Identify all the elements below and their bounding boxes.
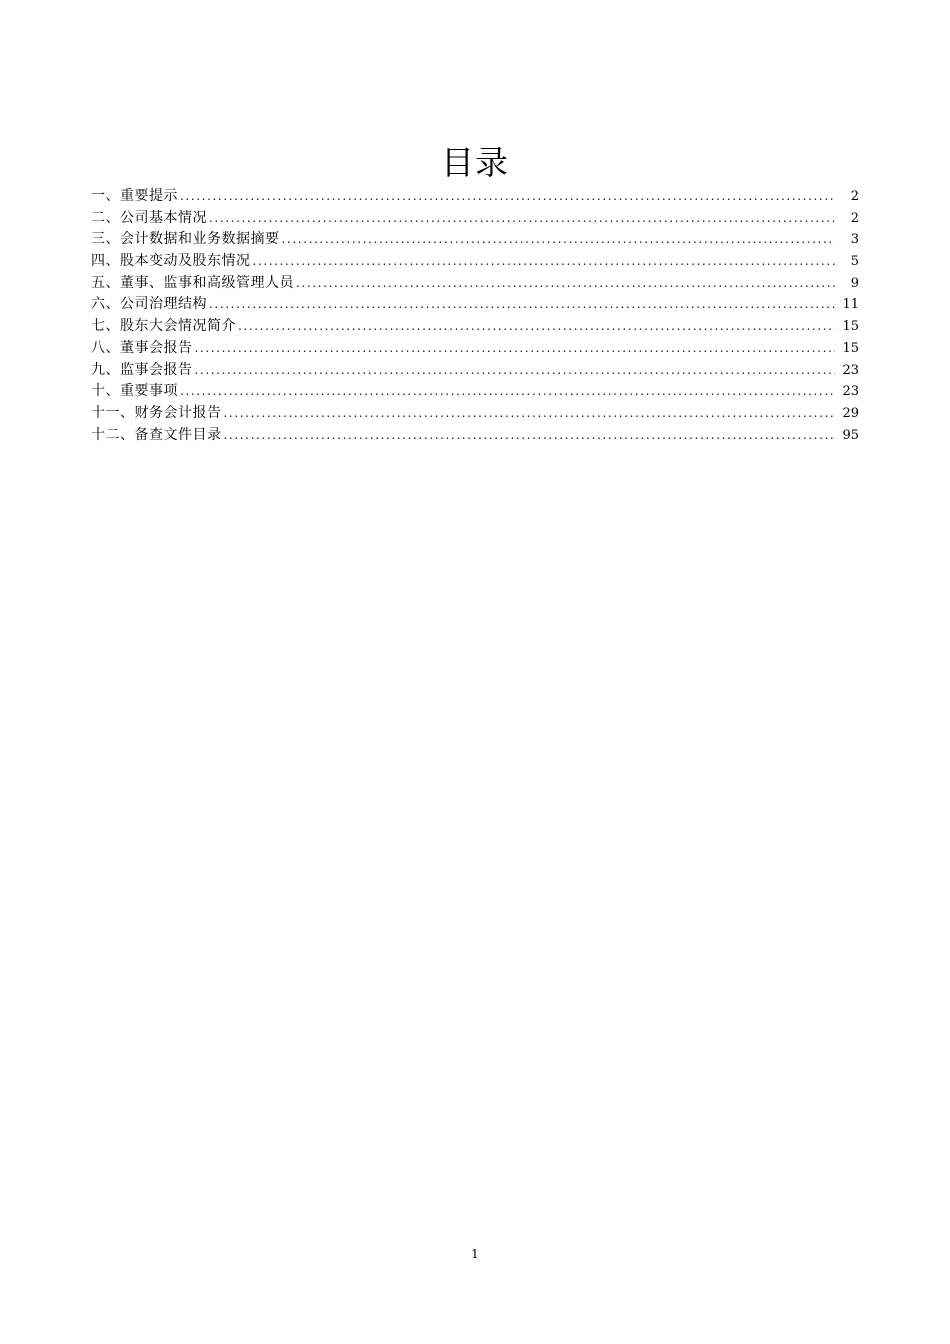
toc-entry-page: 5 <box>850 254 859 270</box>
toc-entry-page: 29 <box>842 405 859 421</box>
toc-dot-leader <box>195 360 836 382</box>
toc-entry[interactable] <box>91 229 859 251</box>
toc-dot-leader <box>253 251 836 273</box>
toc-title: 目录 <box>441 143 509 182</box>
toc-entry-label: 六、公司治理结构 <box>91 296 207 313</box>
toc-entry-label: 四、股本变动及股东情况 <box>91 253 251 270</box>
toc-entry[interactable] <box>91 425 859 447</box>
toc-dot-leader <box>180 186 835 208</box>
table-of-contents <box>91 186 859 446</box>
toc-entry-label: 十二、备查文件目录 <box>91 426 222 443</box>
toc-entry-page: 23 <box>842 384 859 400</box>
toc-dot-leader <box>180 381 835 403</box>
toc-dot-leader <box>238 316 835 338</box>
toc-entry-page: 9 <box>850 275 859 291</box>
toc-entry-label: 七、股东大会情况简介 <box>91 318 236 335</box>
page-number: 1 <box>471 1247 479 1261</box>
toc-entry-label: 十一、财务会计报告 <box>91 404 222 421</box>
toc-entry[interactable] <box>91 294 859 316</box>
toc-entry[interactable] <box>91 251 859 273</box>
toc-entry-label: 九、监事会报告 <box>91 361 193 378</box>
toc-entry-label: 五、董事、监事和高级管理人员 <box>91 274 294 291</box>
toc-dot-leader <box>209 294 835 316</box>
toc-entry[interactable] <box>91 316 859 338</box>
toc-entry-page: 15 <box>842 340 859 356</box>
toc-dot-leader <box>282 229 836 251</box>
toc-dot-leader <box>224 425 836 447</box>
toc-entry-page: 15 <box>842 319 859 335</box>
toc-entry-page: 3 <box>850 232 859 248</box>
toc-entry-label: 一、重要提示 <box>91 188 178 204</box>
toc-entry[interactable] <box>91 360 859 382</box>
toc-dot-leader <box>195 338 836 360</box>
toc-entry-page: 23 <box>842 362 859 378</box>
toc-entry-label: 十、重要事项 <box>91 383 178 400</box>
toc-entry[interactable] <box>91 381 859 403</box>
toc-dot-leader <box>296 273 835 295</box>
toc-entry-label: 八、董事会报告 <box>91 339 193 356</box>
toc-entry[interactable] <box>91 208 859 230</box>
toc-entry-page: 95 <box>842 427 859 443</box>
toc-entry-page: 11 <box>842 297 859 313</box>
toc-entry-label: 三、会计数据和业务数据摘要 <box>91 231 280 248</box>
toc-dot-leader <box>224 403 836 425</box>
toc-dot-leader <box>209 208 835 230</box>
toc-entry[interactable] <box>91 273 859 295</box>
toc-entry[interactable] <box>91 338 859 360</box>
toc-entry-page: 2 <box>850 210 859 226</box>
toc-entry[interactable] <box>91 403 859 425</box>
toc-entry-label: 二、公司基本情况 <box>91 209 207 226</box>
toc-entry[interactable] <box>91 186 859 208</box>
toc-entry-page: 2 <box>850 189 859 204</box>
